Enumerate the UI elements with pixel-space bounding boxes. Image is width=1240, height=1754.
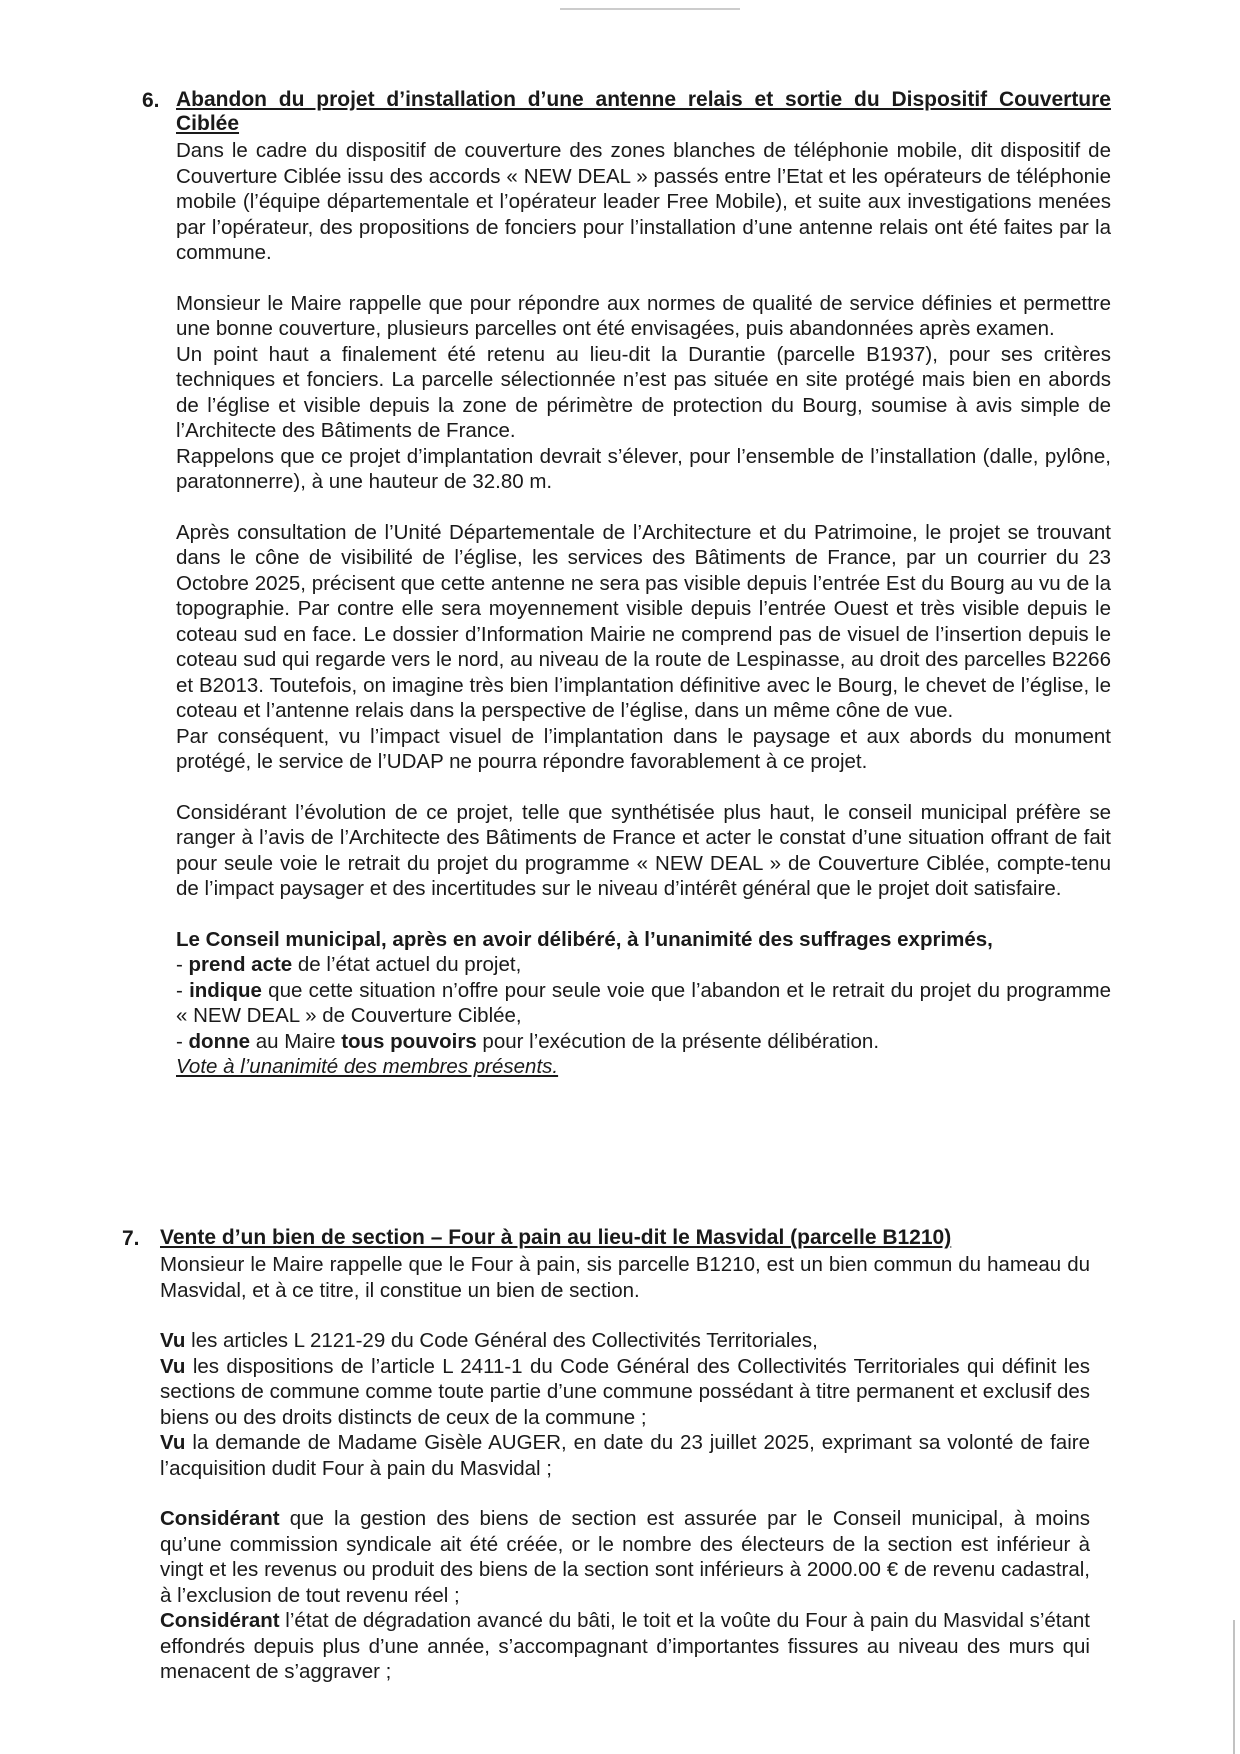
section-6-paragraph-4: Rappelons que ce projet d’implantation devrait s’élever, pour l’ensemble de l’installation (dalle, pylône, paratonnerre), à une hauteur de 32.80 m. [176,444,1111,493]
decision-item-3-text: pour l’exécution de la présente délibération. [476,1029,880,1053]
vu-2-text: les dispositions de l’article L 2411-1 du Code Général des Collectivités Territoriales qui définit les sections de commune comme toute partie d’une commune possédant à titre permanent et exclusif des biens ou des droits distincts de ceux de la commune ; [160,1354,1090,1429]
considerant-2 [160,1608,1090,1685]
section-7-number: 7. [122,1227,140,1250]
decision-item-2: - indique que cette situation n’offre pour seule voie que l’abandon et le retrait du projet du programme « NEW DEAL » de Couverture Ciblée, [176,978,1112,1027]
considerant-1-text: que la gestion des biens de section est assurée par le Conseil municipal, à moins qu’une commission syndicale ait été créée, or le nombre des électeurs de la section est inférieur à vingt et les revenus ou produit des biens de la section sont inférieurs à 2000.00 € de revenu cadastral, à l’exclusion de tout revenu réel ; [160,1507,1090,1607]
section-7 [122,1226,1090,1685]
section-6-paragraph-1: Dans le cadre du dispositif de couverture des zones blanches de téléphonie mobile, dit dispositif de Couverture Ciblée issu des accords « NEW DEAL » passés entre l’Etat et les opérateurs de téléphonie mobile (l’équipe départementale et l’opérateur leader Free Mobile), et suite aux investigations menées par l’opérateur, des propositions de fonciers pour l’installation d’une antenne relais ont été faites par la commune. [176,139,1111,264]
section-6-paragraph-5: Après consultation de l’Unité Départementale de l’Architecture et du Patrimoine, le projet se trouvant dans le cône de visibilité de l’église, les services des Bâtiments de France, par un courrier du 23 Octobre 2025, précisent que cette antenne ne sera pas visible depuis l’entrée Est du Bourg au vu de la topographie. Par contre elle sera moyennement visible depuis l’entrée Ouest et très visible depuis le coteau sud en face. Le dossier d’Information Mairie ne comprend pas de visuel de l’insertion depuis le coteau sud qui regarde vers le nord, au niveau de la route de Lespinasse, au droit des parcelles B2266 et B2013. Toutefois, on imagine très bien l’implantation définitive avec le Bourg, le chevet de l’église, le coteau et l’antenne relais dans la perspective de l’église, dans un même cône de vue. [176,520,1111,722]
section-6-paragraph-6: Par conséquent, vu l’impact visuel de l’implantation dans le paysage et aux abords du monument protégé, le service de l’UDAP ne pourra répondre favorablement à ce projet. [176,724,1111,773]
spacer [160,1303,1090,1328]
decision-item-3-verb: donne [188,1029,251,1053]
section-6 [142,88,1112,1080]
considerant-2-label: Considérant [160,1609,280,1632]
section-6-paragraph-7: Considérant l’évolution de ce projet, telle que synthétisée plus haut, le conseil municipal préfère se ranger à l’avis de l’Architecte des Bâtiments de France et acter le constat d’une situation offrant de fait pour seule voie le retrait du projet du programme « NEW DEAL » de Couverture Ciblée, compte-tenu de l’impact paysager et des incertitudes sur le niveau d’intérêt général que le projet doit satisfaire. [176,800,1111,900]
decision-item-3-powers: tous pouvoirs [341,1029,477,1053]
spacer [176,495,1111,520]
decision-item-3: - donne au Maire tous pouvoirs pour l’exécution de la présente délibération. [176,1029,880,1053]
vu-3-label: Vu [160,1431,186,1454]
scan-artifact-top [560,8,740,10]
spacer [176,775,1111,800]
section-6-number: 6. [142,89,160,112]
section-7-paragraph-1: Monsieur le Maire rappelle que le Four à pain, sis parcelle B1210, est un bien commun du hameau du Masvidal, et à ce titre, il constitue un bien de section. [160,1253,1090,1302]
decision-intro: Le Conseil municipal, après en avoir délibéré, à l’unanimité des suffrages exprimés, [176,927,993,951]
spacer [176,902,1111,927]
considerant-1-label: Considérant [160,1507,280,1530]
section-6-paragraph-2: Monsieur le Maire rappelle que pour répondre aux normes de qualité de service définies et permettre une bonne couverture, plusieurs parcelles ont été envisagées, puis abandonnées après examen. [176,291,1111,340]
decision-item-1-text: de l’état actuel du projet, [292,953,522,976]
considerant-1 [160,1506,1090,1608]
decision-item-1: - prend acte de l’état actuel du projet, [176,953,522,976]
scan-artifact-right [1233,1620,1235,1754]
decision-item-2-verb: indique [189,978,262,1002]
section-7-title: Vente d’un bien de section – Four à pain au lieu-dit le Masvidal (parcelle B1210) [160,1226,952,1249]
vu-3-text: la demande de Madame Gisèle AUGER, en date du 23 juillet 2025, exprimant sa volonté de faire l’acquisition dudit Four à pain du Masvidal ; [160,1431,1090,1480]
vu-2 [160,1354,1090,1431]
vote-result: Vote à l’unanimité des membres présents. [176,1055,559,1078]
vu-3 [160,1430,1090,1481]
spacer [160,1481,1090,1506]
vu-1-label: Vu [160,1329,186,1352]
decision-item-3-mid: au Maire [250,1029,342,1053]
section-6-title: Abandon du projet d’installation d’une antenne relais et sortie du Dispositif Couverture Ciblée [176,88,1111,135]
vu-1 [160,1328,1090,1354]
vu-2-label: Vu [160,1354,186,1378]
section-6-paragraph-3: Un point haut a finalement été retenu au lieu-dit la Durantie (parcelle B1937), pour ses critères techniques et fonciers. La parcelle sélectionnée n’est pas située en site protégé mais bien en abords de l’église et visible depuis la zone de périmètre de protection du Bourg, soumise à avis simple de l’Architecte des Bâtiments de France. [176,342,1111,442]
decision-item-2-text: que cette situation n’offre pour seule voie que l’abandon et le retrait du projet du programme « NEW DEAL » de Couverture Ciblée, [176,978,1112,1027]
considerant-2-text: l’état de dégradation avancé du bâti, le toit et la voûte du Four à pain du Masvidal s’étant effondrés depuis plus d’une année, s’accompagnant d’importantes fissures au niveau des murs qui menacent de s’aggraver ; [160,1609,1090,1683]
decision-item-1-verb: prend acte [188,953,293,976]
vu-1-text: les articles L 2121-29 du Code Général des Collectivités Territoriales, [185,1329,818,1352]
spacer [176,266,1111,291]
